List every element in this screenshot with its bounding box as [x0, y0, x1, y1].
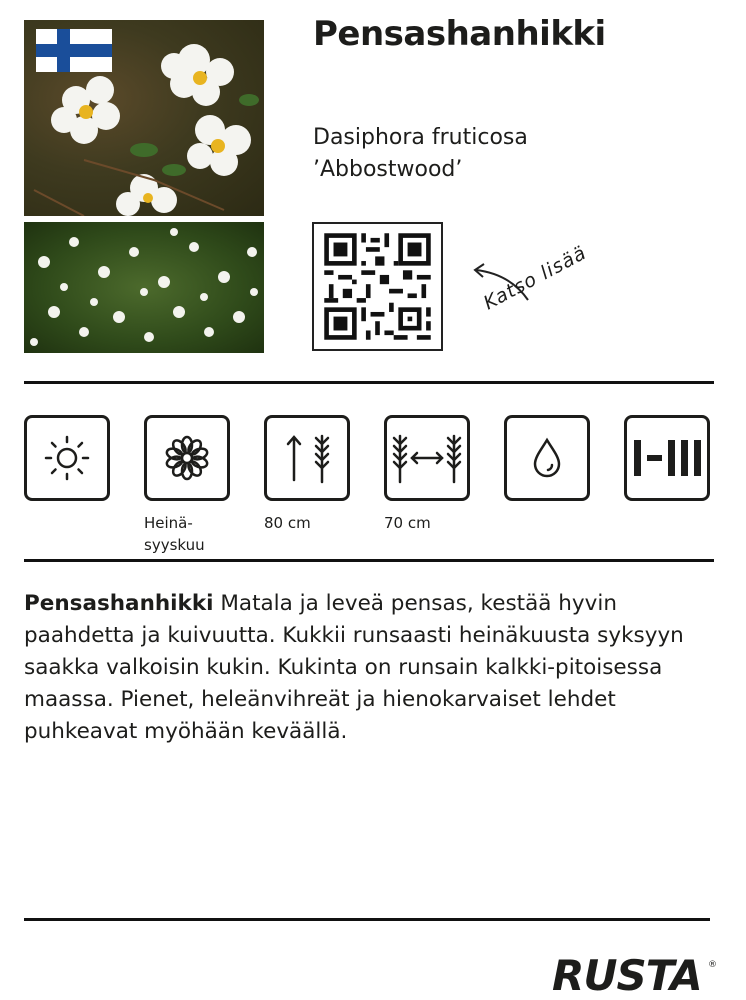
- flowering-time-caption: [144, 512, 205, 556]
- product-title: Pensashanhikki: [313, 14, 606, 54]
- width-box: [384, 415, 470, 501]
- height-icon: [277, 428, 337, 488]
- qr-code[interactable]: [312, 222, 443, 351]
- height-box: [264, 415, 350, 501]
- hardiness-zone-box: [624, 415, 710, 501]
- sun-icon: [41, 432, 93, 484]
- finland-flag-icon: [36, 29, 112, 72]
- description-lead: Pensashanhikki: [24, 591, 214, 616]
- divider-top: [24, 381, 714, 384]
- water-drop-icon: [521, 432, 573, 484]
- description-text: Matala ja leveä pensas, kestää hyvin paahdetta ja kuivuutta. Kukkii runsaasti heinäkuusta syksyyn saakka valkoisin kukin. Kukinta on runsain kalkki-pitoisessa maassa. Pienet, heleänvihreät ja hienokarvaiset lehdet puhkeavat myöhään keväällä.: [24, 591, 684, 744]
- product-description: [24, 588, 724, 748]
- latin-name-line2: ’Abbostwood’: [313, 157, 463, 182]
- latin-name-line1: Dasiphora fruticosa: [313, 125, 528, 150]
- shrub-photo: [24, 222, 264, 353]
- flowering-caption-line1: Heinä-: [144, 514, 193, 532]
- divider-bottom: [24, 918, 710, 921]
- see-more-callout[interactable]: Katso lisää: [480, 241, 591, 315]
- width-icon: [390, 428, 464, 488]
- zone-icon: [632, 438, 702, 478]
- width-caption: 70 cm: [384, 514, 431, 532]
- registered-mark: ®: [708, 960, 717, 970]
- height-caption: 80 cm: [264, 514, 311, 532]
- divider-middle: [24, 559, 714, 562]
- latin-name: [313, 122, 528, 186]
- shrub-illustration: [24, 222, 264, 353]
- sun-requirement-box: [24, 415, 110, 501]
- rusta-logo: RUSTA: [552, 951, 702, 1000]
- flowering-time-box: [144, 415, 230, 501]
- watering-box: [504, 415, 590, 501]
- flowering-caption-line2: syyskuu: [144, 536, 205, 554]
- flower-icon: [161, 432, 213, 484]
- qr-code-pattern: [314, 224, 441, 349]
